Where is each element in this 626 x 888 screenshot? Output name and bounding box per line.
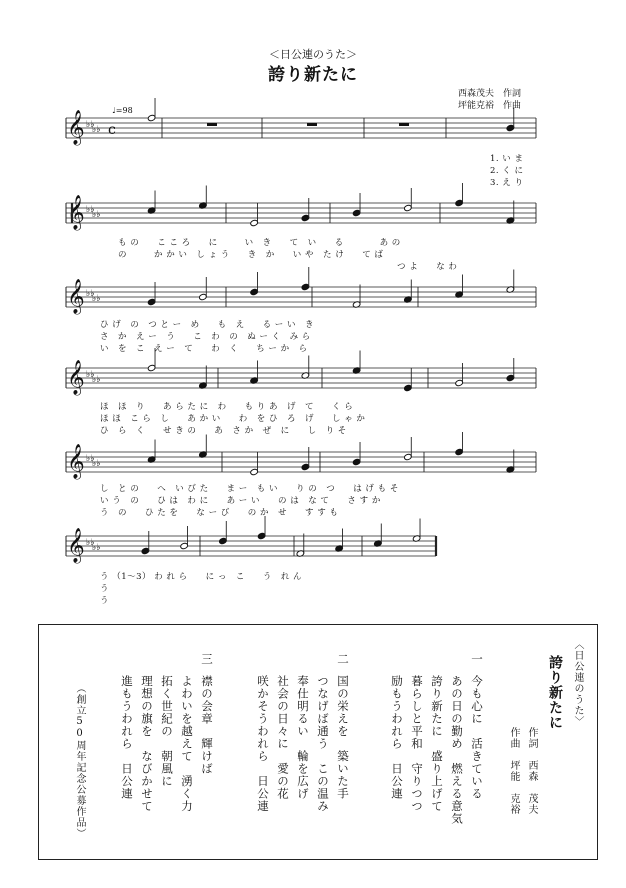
treble-clef: 𝄞 xyxy=(67,110,85,145)
treble-clef: 𝄞 xyxy=(67,279,85,314)
verse-number: 三 xyxy=(200,653,214,666)
verse-line: 励もうわれら 日公連 xyxy=(390,675,404,800)
key-signature: ♭♭ xyxy=(86,370,95,380)
tempo-marking: ♩=98 xyxy=(112,106,133,115)
verse-line: 拓く世紀の 朝風に xyxy=(160,675,174,788)
lyrics-box xyxy=(38,624,598,860)
verse-line: 咲かそうわれら 日公連 xyxy=(256,675,270,813)
composer-credit: 坪能克裕 作曲 xyxy=(458,101,522,111)
song-subtitle: ＜日公連のうた＞ xyxy=(269,48,357,61)
whole-rest xyxy=(399,123,409,126)
key-signature: ♭♭ xyxy=(86,205,95,215)
lyrics-line: の か か い し ょ う き か い や た け て ば xyxy=(118,250,384,260)
key-signature: ♭♭ xyxy=(92,210,101,220)
box-lyricist: 作詞 西森 茂夫 xyxy=(526,727,537,815)
treble-clef: 𝄞 xyxy=(67,195,85,230)
lyrics-line: う xyxy=(100,584,110,594)
key-signature: ♭♭ xyxy=(86,538,95,548)
key-signature: ♭♭ xyxy=(92,375,101,385)
verse-line: 誇り新たに 盛り上げて xyxy=(430,675,444,813)
verse-number: 一 xyxy=(470,653,484,666)
lyrics-line: ひ ら く せ き の あ さ か ぜ に し り そ xyxy=(100,426,347,436)
verse-number: 二 xyxy=(336,653,350,666)
composition-note: （創立50周年記念公募作品） xyxy=(74,683,85,839)
lyrics-line: ほ ほ り あ ら た に わ も り あ げ て く ら xyxy=(100,402,354,412)
lyrics-line: い う の ひ は わ に あ ー い の は な て さ す か xyxy=(100,496,381,506)
treble-clef: 𝄞 xyxy=(67,444,85,479)
key-signature: ♭♭ xyxy=(92,543,101,553)
song-title: 誇り新たに xyxy=(268,65,358,85)
verse-line: つなげば通う この温み xyxy=(316,675,330,813)
box-subtitle: 〈日公連のうた〉 xyxy=(572,639,583,727)
verse-line: 暮らしと平和 守りつつ xyxy=(410,675,424,813)
lyrics-line: う の ひ た を な ー び の か せ す す も xyxy=(100,508,339,518)
lyrics-line: も の こ こ ろ に い き て い る あ の xyxy=(118,238,401,248)
verse-line: 社会の日々に 愛の花 xyxy=(276,675,290,800)
treble-clef: 𝄞 xyxy=(67,528,85,563)
verse-line: 国の栄えを 築いた手 xyxy=(336,675,350,800)
key-signature: ♭♭ xyxy=(92,125,101,135)
lyricist-credit: 西森茂夫 作詞 xyxy=(458,89,522,99)
verse-line: 今も心に 活きている xyxy=(470,675,484,800)
lyrics-line: つ よ な わ xyxy=(118,262,458,272)
verse-start-3: 3. え り xyxy=(490,178,524,188)
treble-clef: 𝄞 xyxy=(67,360,85,395)
verse-line: 進もうわれら 日公連 xyxy=(120,675,134,800)
lyrics-line: い を こ え ー て わ く ち ー か ら xyxy=(100,344,308,354)
verse-line: 理想の旗を なびかせて xyxy=(140,675,154,813)
lyrics-line: し と の へ い び た ま ー も い り の つ は げ も そ xyxy=(100,484,399,494)
lyrics-line: ひ げ の つ と ー め も え る ー い き xyxy=(100,320,315,330)
box-composer: 作曲 坪能 克裕 xyxy=(508,727,519,815)
verse-start-1: 1. い ま xyxy=(490,154,524,164)
whole-rest xyxy=(307,123,317,126)
verse-line: よわいを越えて 湧く力 xyxy=(180,675,194,813)
lyrics-line: さ か え ー う こ わ の ぬ ー く み ら xyxy=(100,332,311,342)
verse-line: 奉仕明るい 輪を広げ xyxy=(296,675,310,800)
verse-line: 襟の会章 輝けば xyxy=(200,675,214,775)
lyrics-line: う xyxy=(100,596,110,606)
lyrics-line: ほ ほ こ ら し あ か い わ を ひ ろ げ し ゃ か xyxy=(100,414,366,424)
key-signature: ♭♭ xyxy=(86,120,95,130)
key-signature: ♭♭ xyxy=(92,294,101,304)
time-signature: c xyxy=(108,122,116,138)
key-signature: ♭♭ xyxy=(92,459,101,469)
lyrics-line: う （1～3） わ れ ら に っ こ う れ ん xyxy=(100,572,303,582)
verse-start-2: 2. く に xyxy=(490,166,524,176)
box-title: 誇り新たに xyxy=(547,655,563,730)
verse-line: あの日の勤め 燃える意気 xyxy=(450,675,464,825)
whole-rest xyxy=(207,123,217,126)
key-signature: ♭♭ xyxy=(86,289,95,299)
key-signature: ♭♭ xyxy=(86,454,95,464)
